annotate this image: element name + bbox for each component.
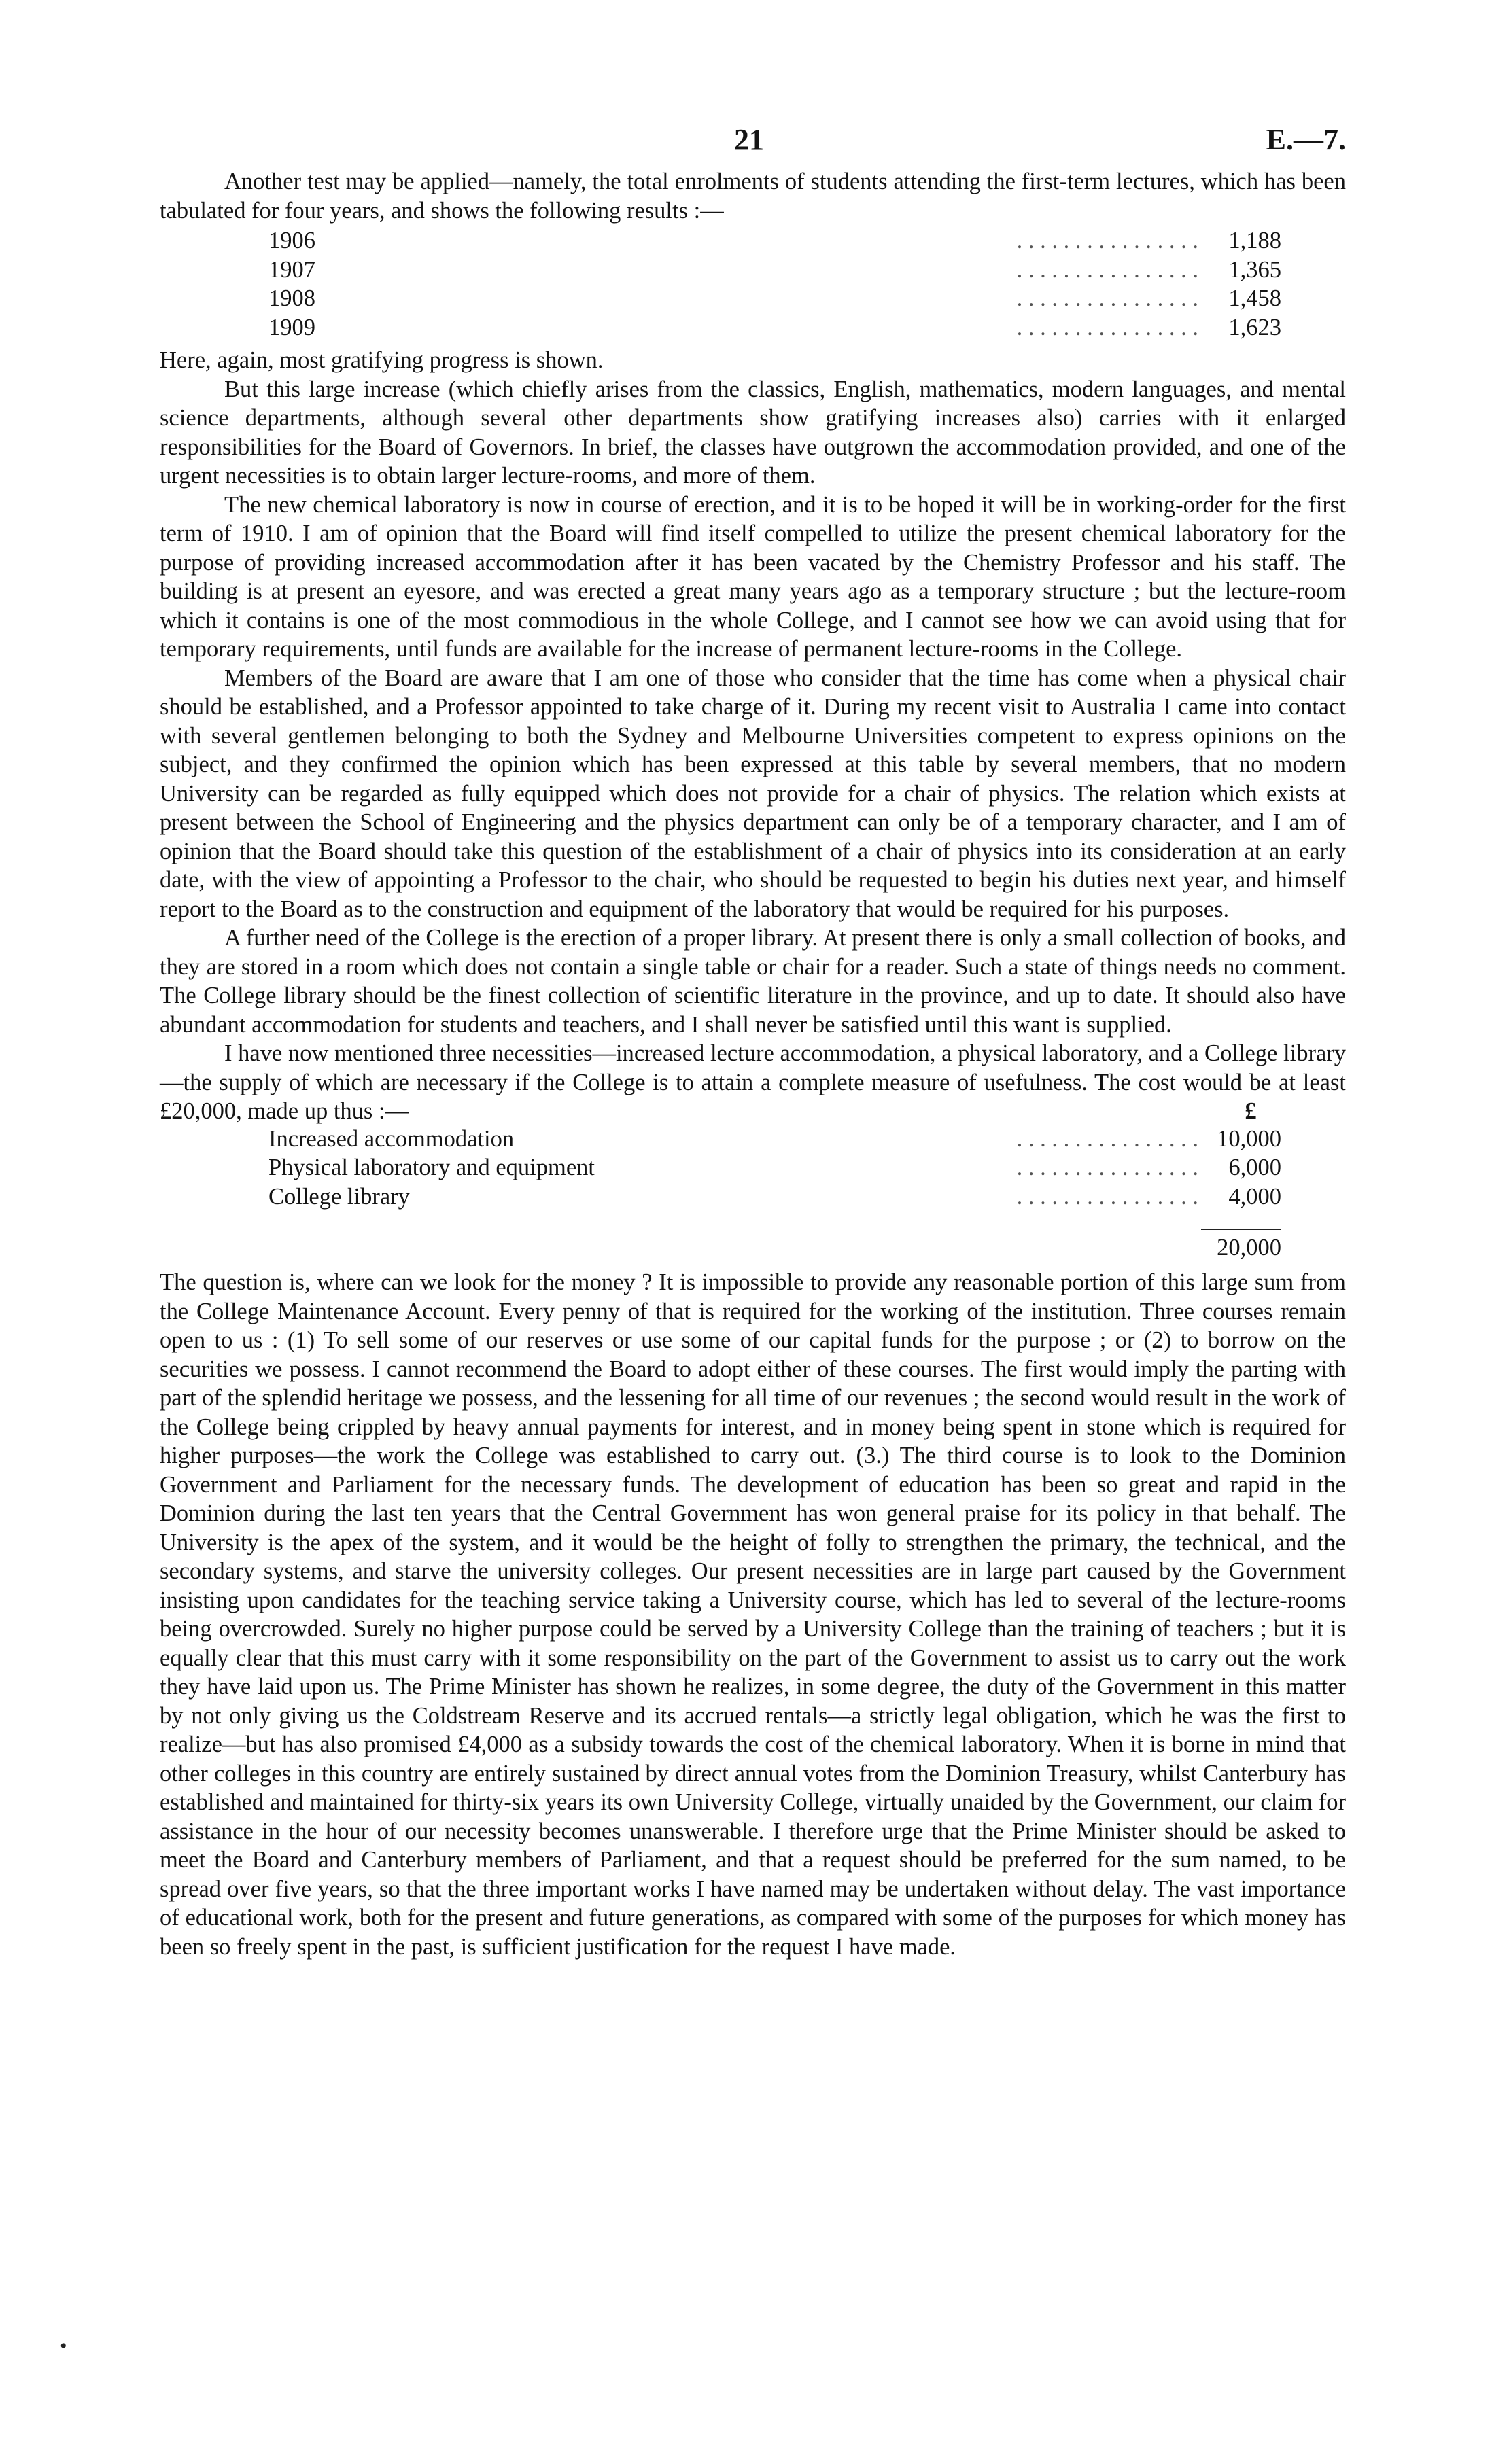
cost-amount: 10,000 [1217, 1125, 1281, 1152]
leader-dots: . . . . . . . . . . . . . . . . [1016, 256, 1198, 283]
leader-dots: . . . . . . . . . . . . . . . . [1016, 285, 1198, 311]
paragraph-physics-chair: Members of the Board are aware that I am one of those who consider that the time has come when a physical chair should be established, and a Professor appointed to take charge of it. During my recent visit to Australia I came into contact with several gentlemen belonging to both the Sydney and Melbourne Universities competent to express opinions on the subject, and they confirmed the opinion which has been expressed at this table by several members, that no modern University can be regarded as fully equipped which does not provide for a chair of physics. The relation which exists at present between the School of Engineering and the physics department can only be of a temporary character, and I am of opinion that the Board should take this question of the establishment of a chair of physics into its consideration at an early date, with the view of appointing a Professor to the chair, who should be requested to begin his duties next year, and himself report to the Board as to the construction and equipment of the laboratory that would be required for his purposes. [160, 665, 1346, 922]
year-label: 1906 [268, 228, 315, 253]
enrolment-value: 1,623 [1228, 314, 1281, 340]
series-reference: E.—7. [1266, 123, 1346, 156]
stray-ink-mark: • [60, 2335, 67, 2357]
cost-amount: 6,000 [1228, 1155, 1281, 1180]
cost-table [268, 1097, 1281, 1266]
paragraph-necessities: I have now mentioned three necessities—increased lecture accommodation, a physical laboratory, and a College library—the supply of which are necessary if the College is to attain a complete measure of usefulness. The cost would be at least £20,000, made up thus :— [160, 1040, 1346, 1124]
page-header [160, 122, 1346, 167]
total-row [268, 1230, 1281, 1265]
cost-amount: 4,000 [1228, 1183, 1281, 1210]
leader-dots: . . . . . . . . . . . . . . . . [1016, 1125, 1198, 1152]
enrolment-value: 1,458 [1228, 285, 1281, 311]
paragraph-progress: Here, again, most gratifying progress is shown. [160, 347, 604, 373]
table-row [268, 1182, 1281, 1212]
paragraph-chemical-laboratory: The new chemical laboratory is now in course of erection, and it is to be hoped it will be in working-order for the first term of 1910. I am of opinion that the Board will find itself compelled to utilize the present chemical laboratory for the purpose of providing increased accommodation after it has been vacated by the Chemistry Professor and his staff. The building is at present an eyesore, and was erected a great many years ago as a temporary structure ; but the lecture-room which it contains is one of the most commodious in the whole College, and I cannot see how we can avoid using that for temporary requirements, until funds are available for the increase of permanent lecture-rooms in the College. [160, 491, 1346, 662]
table-row [268, 226, 1281, 256]
paragraph-money: The question is, where can we look for the money ? It is impossible to provide any reasonable portion of this large sum from the College Maintenance Account. Every penny of that is required for the working of the institution. Three courses remain open to us : (1) To sell some of our reserves or use some of our capital funds for the purpose ; or (2) to borrow on the securities we possess. I cannot recommend the Board to adopt either of these courses. The first would imply the parting with part of the splendid heritage we possess, and the lessening for all time of our revenues ; the second would result in the work of the College being crippled by heavy annual payments for interest, and in money being spent in stone which is required for higher purposes—the work the College was established to carry out. (3.) The third course is to look to the Dominion Government and Parliament for the necessary funds. The development of education has been so great and rapid in the Dominion during the last ten years that the Central Government has won general praise for its policy in that behalf. The University is the apex of the system, and it would be the height of folly to strengthen the primary, the technical, and the secondary systems, and starve the university colleges. Our present necessities are in large part caused by the Government insisting upon candidates for the teaching service taking a University course, which has led to several of the lecture-rooms being overcrowded. Surely no higher purpose could be served by a University College than the training of teachers ; but it is equally clear that this must carry with it some responsibility on the part of the Government to assist us to carry out the work they have laid upon us. The Prime Minister has shown he realizes, in some degree, the duty of the Government in this matter by not only giving us the Coldstream Reserve and its accrued rentals—a strictly legal obligation, which he was the first to realize—but has also promised £4,000 as a subsidy towards the cost of the chemical laboratory. When it is borne in mind that other colleges in this country are entirely sustained by direct annual votes from the Dominion Treasury, whilst Canterbury has established and maintained for thirty-six years its own University College, virtually unaided by the Government, our claim for assistance in the hour of our necessity becomes unanswerable. I therefore urge that the Prime Minister should be asked to meet the Board and Canterbury members of Parliament, and that a request should be preferred for the sum named, to be spread over five years, so that the three important works I have named may be undertaken without delay. The vast importance of educational work, both for the present and future generations, as compared with some of the purposes for which money has been so freely spent in the past, is sufficient justification for the request I have made. [160, 1269, 1346, 1960]
leader-dots: . . . . . . . . . . . . . . . . [1016, 1155, 1198, 1180]
paragraph-large-increase: But this large increase (which chiefly arises from the classics, English, mathematics, modern languages, and mental science departments, although several other departments show gratifying increases also) carries with it enlarged responsibilities for the Board of Governors. In brief, the classes have outgrown the accommodation provided, and one of the urgent necessities is to obtain larger lecture-rooms, and more of them. [160, 376, 1346, 489]
table-row [268, 256, 1281, 285]
table-row [268, 313, 1281, 342]
leader-dots: . . . . . . . . . . . . . . . . [1016, 314, 1198, 340]
leader-dots: . . . . . . . . . . . . . . . . [1016, 228, 1198, 253]
document-page [160, 122, 1346, 1961]
enrolment-value: 1,365 [1228, 256, 1281, 283]
enrolments-table [268, 226, 1281, 342]
paragraph-intro: Another test may be applied—namely, the total enrolments of students attending the first-term lectures, which has been tabulated for four years, and shows the following results :— [160, 169, 1346, 224]
year-label: 1909 [268, 314, 315, 340]
year-label: 1908 [268, 285, 315, 311]
cost-total: 20,000 [1217, 1235, 1281, 1261]
currency-header [268, 1097, 1281, 1125]
table-row [268, 1125, 1281, 1154]
cost-label: Physical laboratory and equipment [268, 1155, 595, 1180]
enrolment-value: 1,188 [1228, 228, 1281, 253]
cost-label: Increased accommodation [268, 1125, 515, 1152]
year-label: 1907 [268, 256, 315, 283]
leader-dots: . . . . . . . . . . . . . . . . [1016, 1183, 1198, 1210]
paragraph-library: A further need of the College is the erection of a proper library. At present there is only a small collection of books, and they are stored in a room which does not contain a single table or chair for a reader. Such a state of things needs no comment. The College library should be the finest collection of scientific literature in the province, and up to date. It should also have abundant accommodation for students and teachers, and I shall never be satisfied until this want is supplied. [160, 925, 1346, 1038]
page-number: 21 [734, 123, 764, 156]
table-row [268, 1153, 1281, 1182]
table-row [268, 284, 1281, 313]
pound-symbol: £ [1245, 1097, 1257, 1124]
cost-label: College library [268, 1183, 410, 1210]
